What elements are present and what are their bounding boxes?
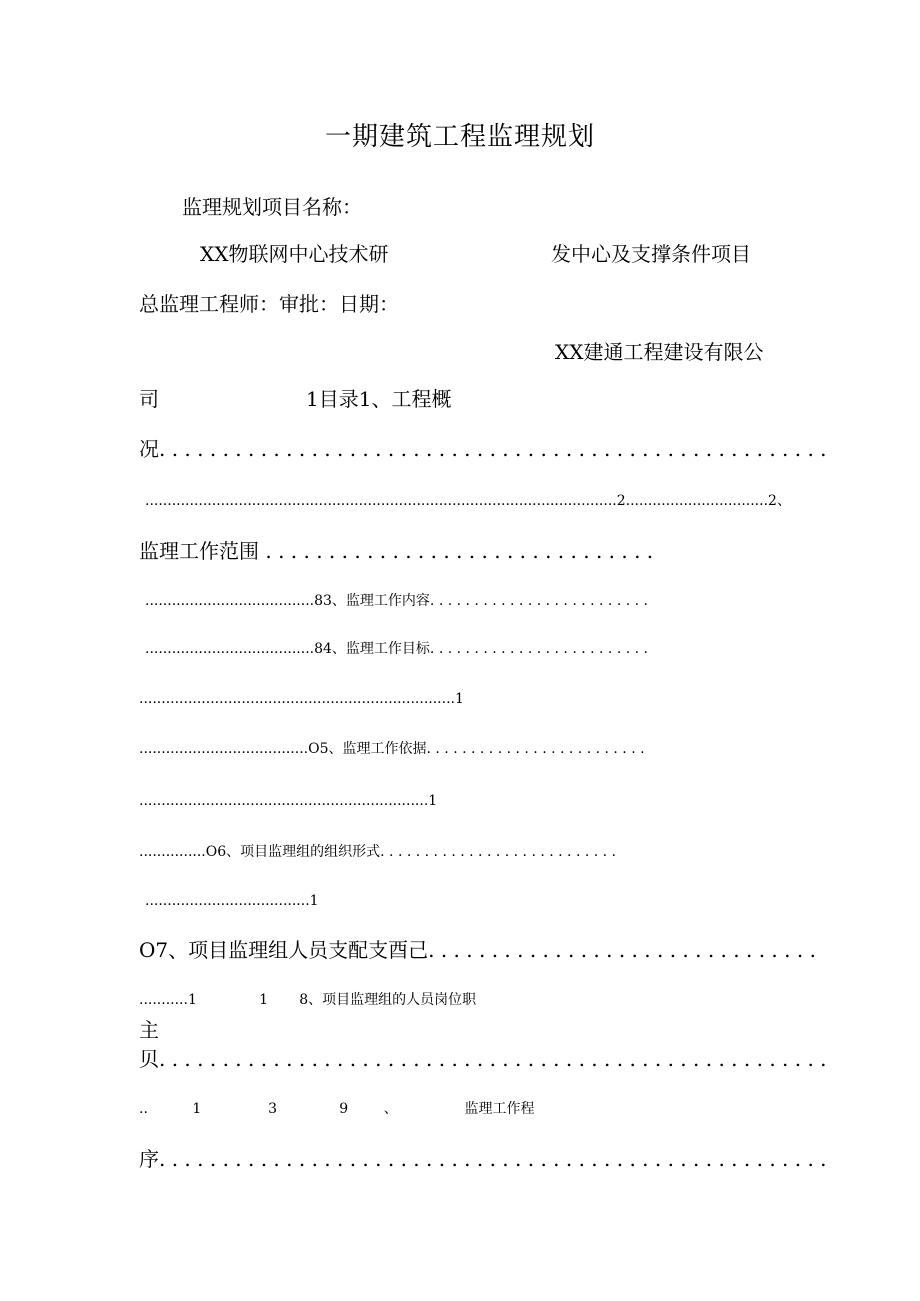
- project-name-part1: XX物联网中心技术研: [200, 242, 389, 266]
- toc-line: ......................................83、监理工作内容. . . . . . . . . . . . . . . . . . . . . . . . .: [145, 593, 648, 609]
- company-name-part2: 司: [139, 387, 159, 411]
- toc-line: 况. . . . . . . . . . . . . . . . . . . . . . . . . . . . . . . . . . . . . . . . . . . . . . . . . . . . .: [139, 437, 827, 461]
- toc-line: .......................................................................1: [139, 691, 464, 707]
- toc-line: ...............O6、项目监理组的组织形式. . . . . . . . . . . . . . . . . . . . . . . . . . .: [139, 844, 616, 860]
- document-title: 一期建筑工程监理规划: [324, 122, 595, 152]
- toc-line: ..........................................................................................................2................................2、: [145, 493, 791, 509]
- toc-line: O7、项目监理组人员支配支酉己. . . . . . . . . . . . . . . . . . . . . . . . . . . . . . .: [139, 938, 816, 962]
- toc-line: .. 1 3 9 、 监理工作程: [139, 1101, 535, 1117]
- project-name-label: 监理规划项目名称：: [182, 195, 362, 219]
- toc-line: .....................................1: [145, 893, 319, 909]
- toc-heading-line: 1目录1、工程概: [306, 387, 452, 411]
- toc-line: 贝. . . . . . . . . . . . . . . . . . . . . . . . . . . . . . . . . . . . . . . . . . . . . . . . . . . . .: [139, 1047, 827, 1071]
- toc-line: 序. . . . . . . . . . . . . . . . . . . . . . . . . . . . . . . . . . . . . . . . . . . . . . . . . . . . .: [139, 1147, 827, 1171]
- company-name-part1: XX建通工程建设有限公: [555, 340, 764, 364]
- project-name-part2: 发中心及支撑条件项目: [551, 242, 751, 266]
- signoff-line: 总监理工程师：审批：日期：: [139, 292, 399, 316]
- toc-line: .................................................................1: [139, 793, 438, 809]
- toc-line: ...........1 1 8、项目监理组的人员岗位职: [139, 992, 477, 1008]
- toc-line: 监理工作范围 . . . . . . . . . . . . . . . . . . . . . . . . . . . . . . .: [139, 539, 654, 563]
- toc-line: 主: [139, 1018, 159, 1042]
- toc-line: ......................................O5、监理工作依据. . . . . . . . . . . . . . . . . . . . . . . . .: [139, 741, 645, 757]
- toc-line: ......................................84、监理工作目标. . . . . . . . . . . . . . . . . . . . . . . . .: [145, 641, 648, 657]
